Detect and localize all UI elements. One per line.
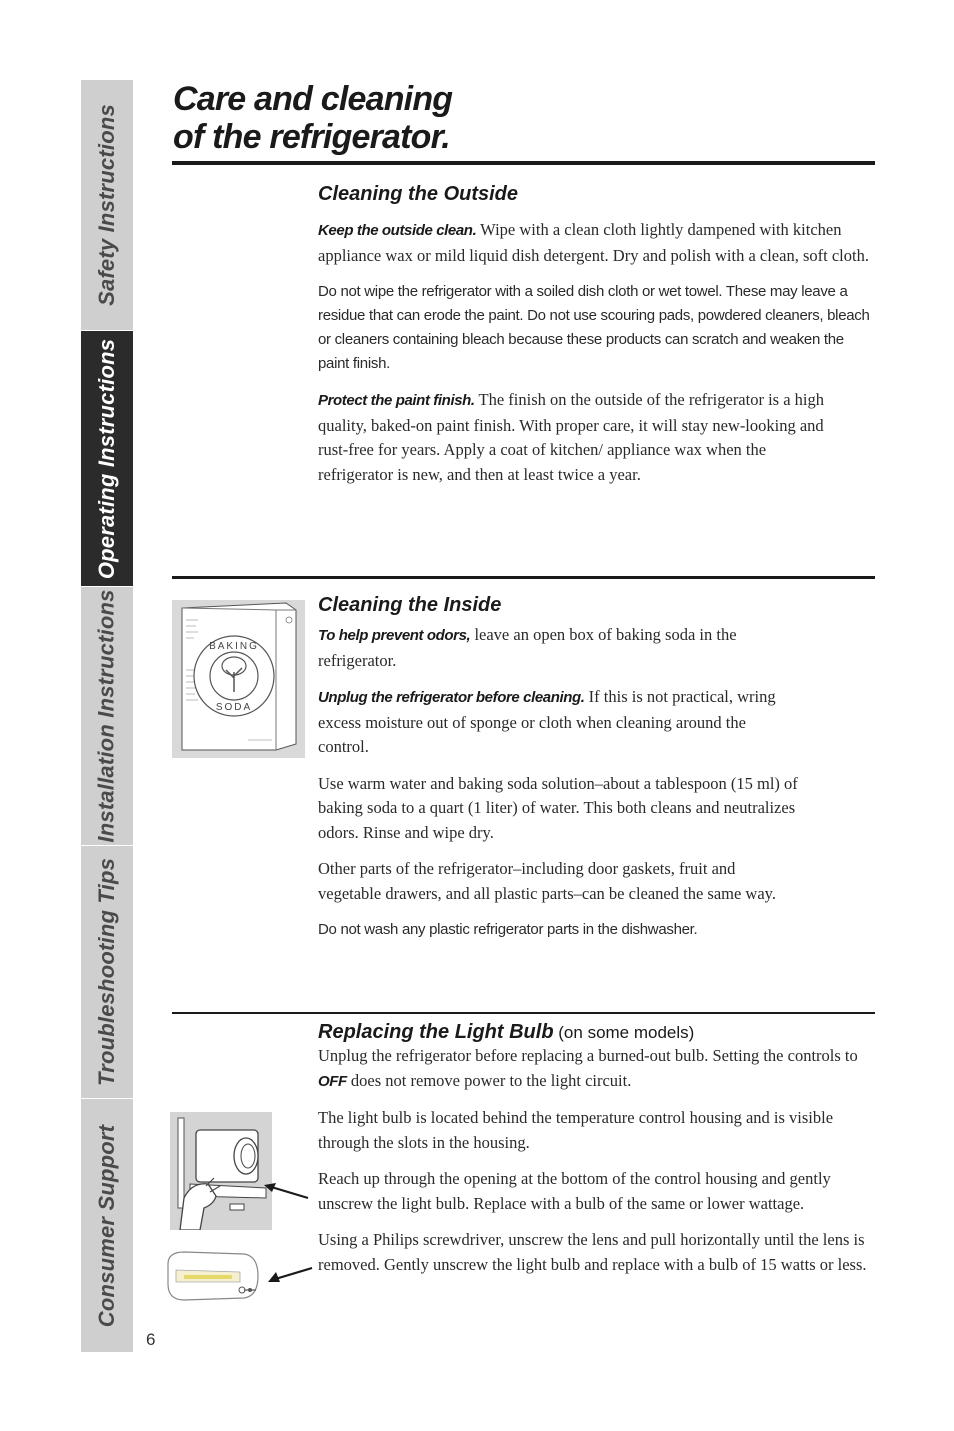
- body-text: does not remove power to the light circuit.: [346, 1070, 632, 1090]
- section-rule: [172, 576, 875, 579]
- lead-text: Keep the outside clean.: [318, 222, 477, 239]
- arrow-icon: [266, 1264, 316, 1288]
- tab-label: Troubleshooting Tips: [94, 857, 120, 1087]
- light-lens-illustration: [160, 1244, 270, 1314]
- control-housing-illustration: [170, 1112, 272, 1230]
- paragraph: Use warm water and baking soda solution–about a tablespoon (15 ml) of baking soda to a quart (1 liter) of water. This both cleans and neutralizes odors. Rinse and wipe dry.: [318, 773, 798, 842]
- section-cleaning-outside: [318, 183, 870, 499]
- paragraph: Other parts of the refrigerator–including door gaskets, fruit and vegetable drawers, and all plastic parts–can be cleaned the same way.: [318, 859, 776, 903]
- lead-text: Protect the paint finish.: [318, 392, 475, 409]
- paragraph: The light bulb is located behind the temperature control housing and is visible through the slots in the housing.: [318, 1108, 834, 1152]
- tab-operating-instructions[interactable]: [81, 331, 133, 587]
- paragraph: [318, 1044, 870, 1094]
- section-replacing-light-bulb: [318, 1021, 870, 1289]
- tab-installation-instructions[interactable]: [81, 587, 133, 846]
- section-heading: Cleaning the Inside: [318, 594, 502, 616]
- side-tab-bar: [81, 80, 133, 1352]
- tab-label: Installation Instructions: [94, 589, 120, 843]
- tab-label: Operating Instructions: [94, 338, 119, 579]
- tab-troubleshooting-tips[interactable]: [81, 846, 133, 1099]
- tab-label: Consumer Support: [94, 1124, 119, 1327]
- title-rule: [172, 161, 875, 165]
- heading-text: Replacing the Light Bulb: [318, 1021, 554, 1043]
- body-text: The finish on the outside of the refrigerator is a high quality, baked-on paint finish. With proper care, it will stay new-looking and rust-free for years. Apply a coat of kitchen/ appliance wax when the refrigerator is new, and then at least twice a year.: [318, 390, 824, 484]
- arrow-icon: [262, 1180, 312, 1204]
- paragraph: Do not wash any plastic refrigerator parts in the dishwasher.: [318, 921, 698, 938]
- section-rule: [172, 1012, 875, 1014]
- paragraph: [318, 388, 833, 487]
- paragraph: [318, 623, 798, 673]
- box-label-top: BAKING: [209, 641, 259, 652]
- tab-consumer-support[interactable]: [81, 1099, 133, 1352]
- tab-safety-instructions[interactable]: [81, 80, 133, 331]
- baking-soda-box-illustration: [172, 600, 305, 758]
- section-heading: [318, 1021, 870, 1044]
- tab-label: Safety Instructions: [94, 104, 119, 306]
- page-title-line-1: Care and cleaning: [173, 80, 453, 118]
- off-label: OFF: [318, 1072, 347, 1090]
- paragraph: [318, 685, 798, 760]
- section-cleaning-inside: [318, 594, 870, 954]
- page-title: [173, 80, 452, 156]
- paragraph: Do not wipe the refrigerator with a soiled dish cloth or wet towel. These may leave a residue that can erode the paint. Do not use scouring pads, powdered cleaners, bleach or cleaners containing bleach because these products can scratch and weaken the paint finish.: [318, 283, 870, 372]
- lead-text: Unplug the refrigerator before cleaning.: [318, 689, 585, 706]
- section-heading: Cleaning the Outside: [318, 183, 519, 205]
- body-text: Unplug the refrigerator before replacing a burned-out bulb. Setting the controls to: [318, 1046, 858, 1065]
- page-title-line-2: of the refrigerator.: [173, 118, 450, 156]
- heading-subtext: (on some models): [553, 1023, 695, 1042]
- page-number: 6: [146, 1330, 156, 1349]
- body-text: Wipe with a clean cloth lightly dampened with kitchen appliance wax or mild liquid dish detergent. Dry and polish with a clean, soft cloth.: [318, 220, 869, 265]
- paragraph: [318, 218, 870, 268]
- paragraph: Using a Philips screwdriver, unscrew the lens and pull horizontally until the lens is removed. Gently unscrew the light bulb and replace with a bulb of 15 watts or less.: [318, 1230, 867, 1274]
- body-text: leave an open box of baking soda in the refrigerator.: [318, 625, 737, 670]
- paragraph: Reach up through the opening at the bottom of the control housing and gently unscrew the light bulb. Replace with a bulb of the same or lower wattage.: [318, 1169, 831, 1213]
- body-text: If this is not practical, wring excess moisture out of sponge or cloth when cleaning around the control.: [318, 687, 776, 756]
- box-label-bottom: SODA: [215, 702, 253, 713]
- lead-text: To help prevent odors,: [318, 627, 471, 644]
